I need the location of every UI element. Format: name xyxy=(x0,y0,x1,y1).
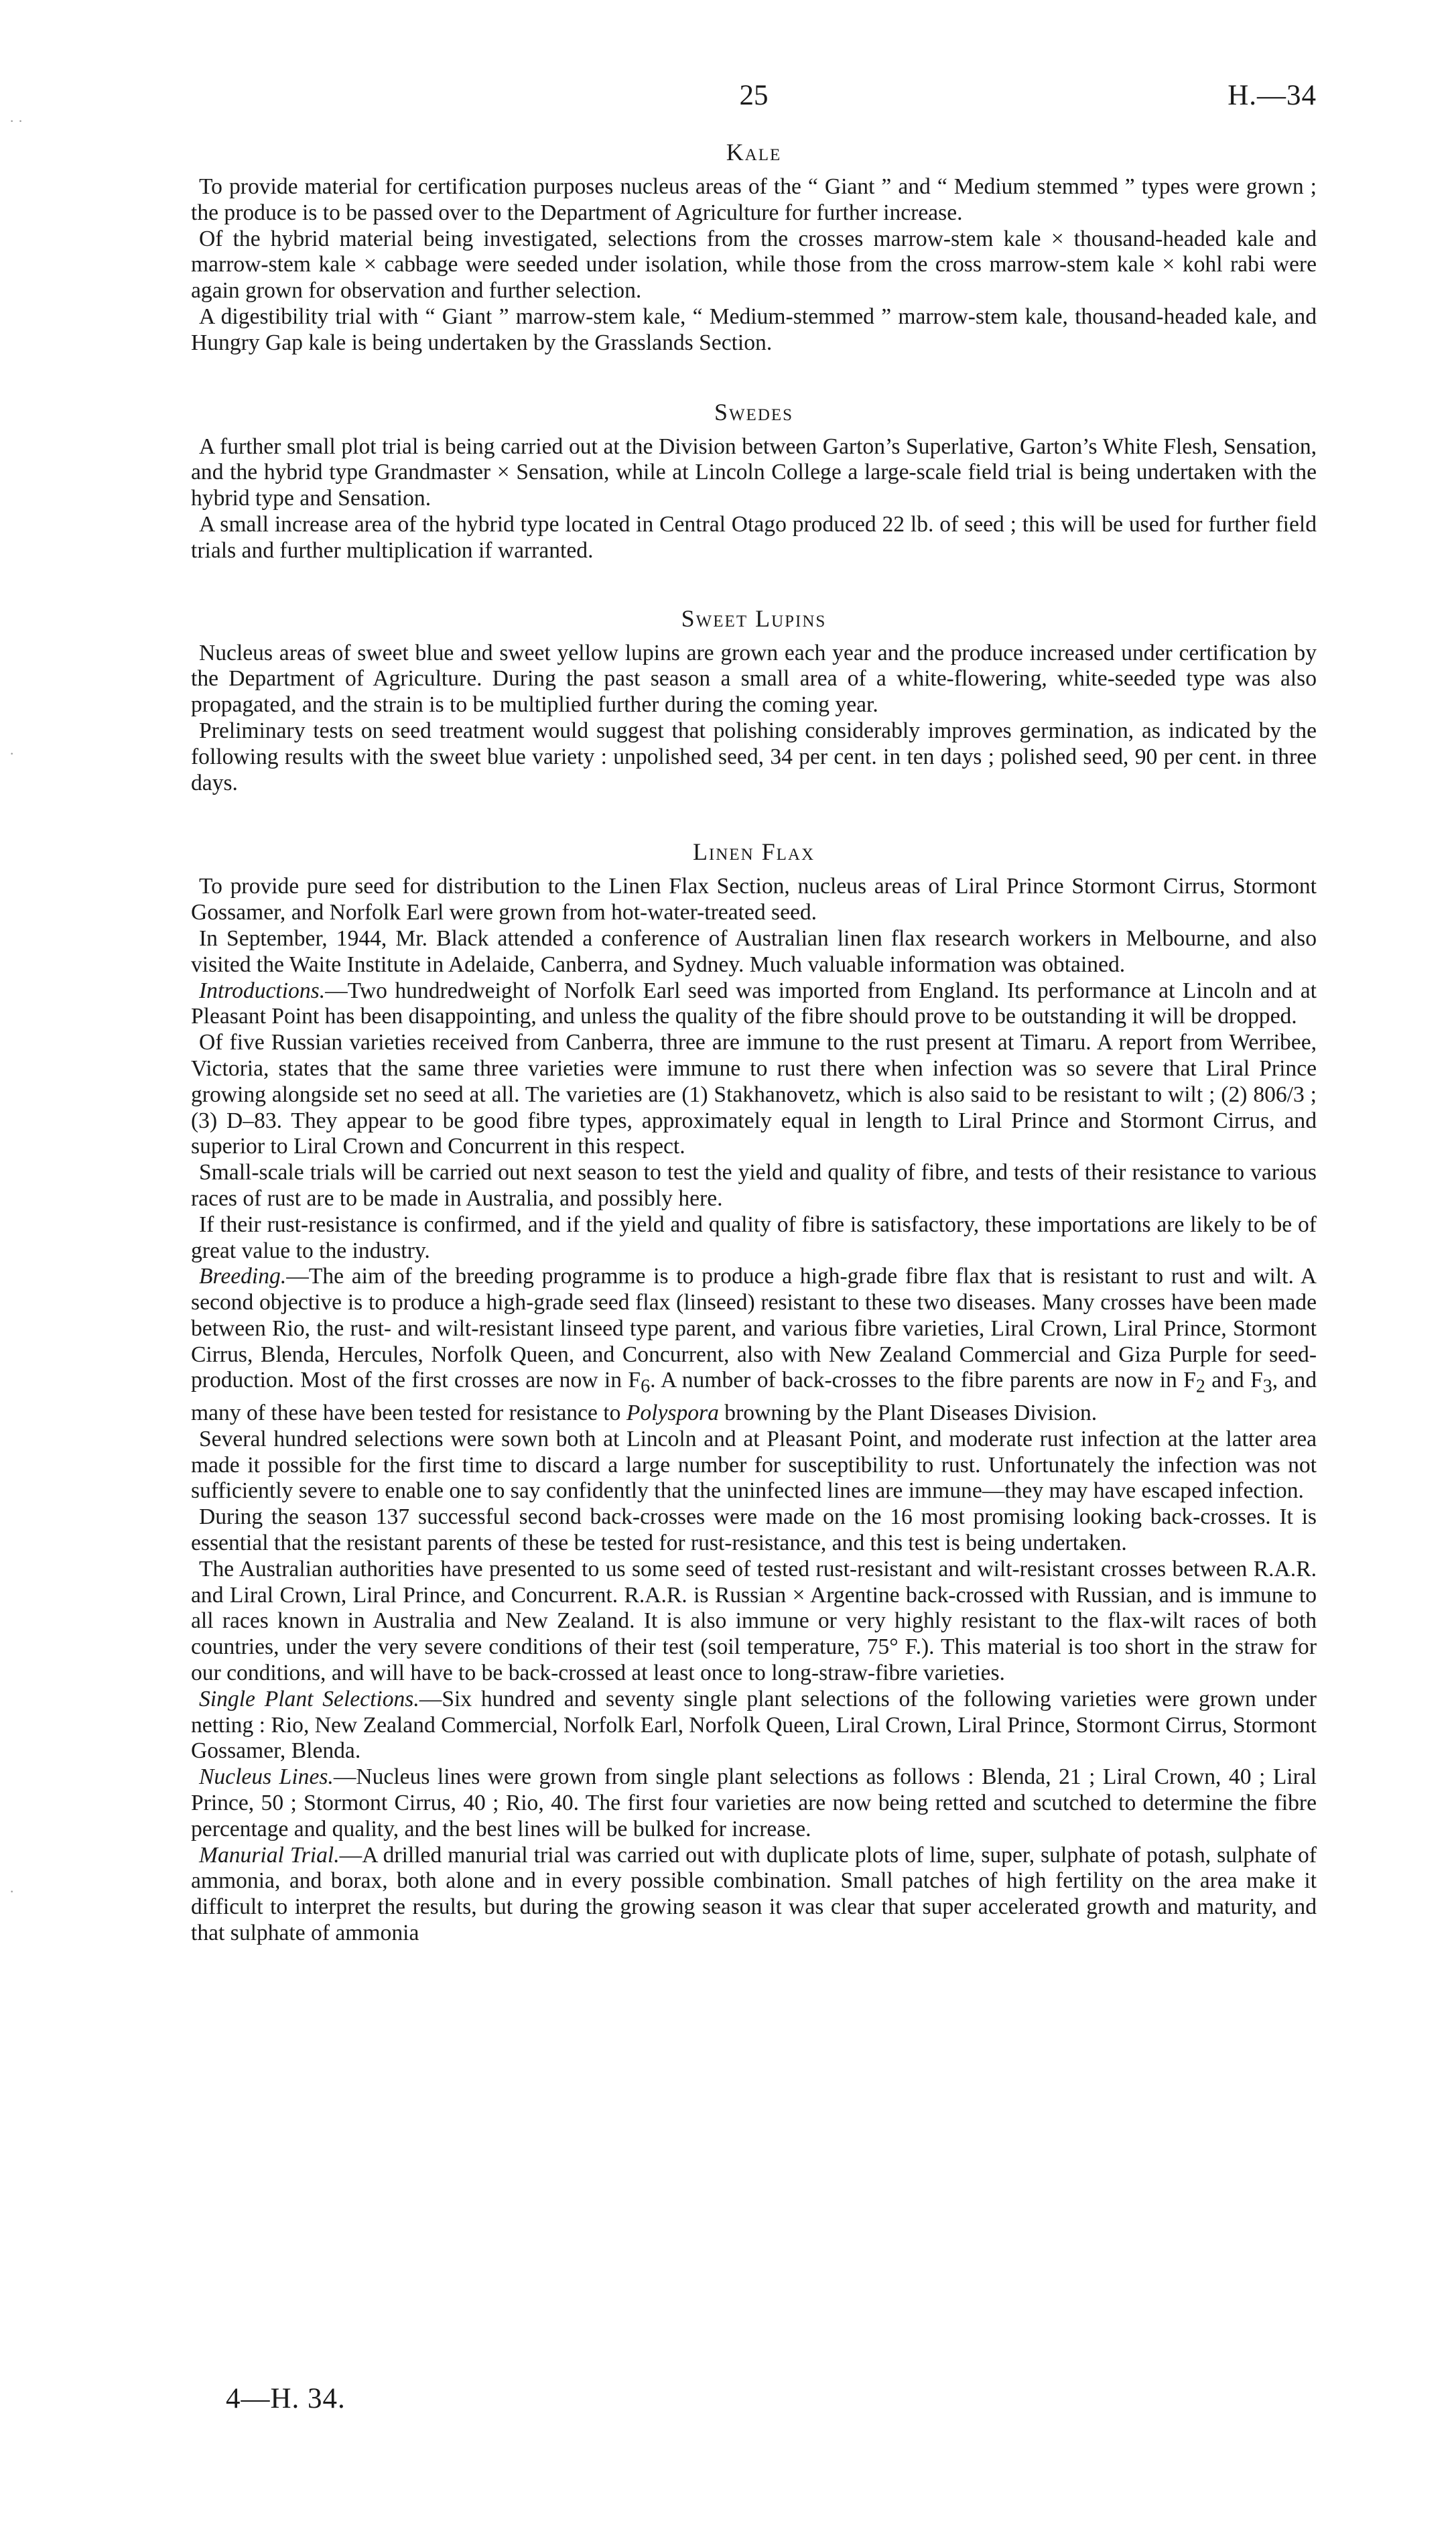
page-number: 25 xyxy=(739,80,769,111)
subscript: 6 xyxy=(641,1376,651,1398)
paragraph xyxy=(191,1843,1317,1947)
paragraph xyxy=(191,1764,1317,1842)
section-title: Linen Flax xyxy=(692,838,815,866)
footer-signature: 4—H. 34. xyxy=(226,2383,346,2414)
paragraph: Nucleus areas of sweet blue and sweet yellow lupins are grown each year and the produce increased under certification by the Department of Agriculture. During the past season a small area of a white-flowering, white-seeded type was also propagated, and the strain is to be multiplied further during the coming year. xyxy=(191,640,1317,718)
section-sweet-lupins xyxy=(191,604,1317,797)
paragraph-text: —Six hundred and seventy single plant selections of the following varieties were grown under netting : Rio, New Zealand Commercial, Norfolk Earl, Norfolk Queen, Liral Crown, Liral Prince, Stormont Cirrus, Stormont Gossamer, Blenda. xyxy=(191,1686,1317,1764)
paragraph: In September, 1944, Mr. Black attended a conference of Australian linen flax research workers in Melbourne, and also visited the Waite Institute in Adelaide, Canberra, and Sydney. Much valuable information was obtained. xyxy=(191,925,1317,977)
paragraph: Several hundred selections were sown both at Lincoln and at Pleasant Point, and moderate rust infection at the latter area made it possible for the first time to discard a large number for susceptibility to rust. Unfortunately the infection was not sufficiently severe to enable one to say confidently that the uninfected lines are immune—they may have escaped infection. xyxy=(191,1426,1317,1504)
page-content xyxy=(191,79,1317,1947)
paragraph-lead: Manurial Trial. xyxy=(199,1842,340,1868)
section-swedes xyxy=(191,398,1317,564)
paragraph: To provide material for certification purposes nucleus areas of the “ Giant ” and “ Medium stemmed ” types were grown ; the produce is to be passed over to the Department of Agriculture for further increase. xyxy=(191,174,1317,225)
section-title: Swedes xyxy=(714,398,794,426)
paragraph: Small-scale trials will be carried out next season to test the yield and quality of fibre, and tests of their resistance to various races of rust are to be made in Australia, and possibly here. xyxy=(191,1160,1317,1211)
margin-mark: · xyxy=(9,1883,15,1900)
paragraph-text: . A number of back-crosses to the fibre parents are now in F xyxy=(650,1368,1196,1393)
paragraph-text: , and many of these have been tested for resistance to xyxy=(191,1368,1317,1425)
section-title: Sweet Lupins xyxy=(681,604,827,632)
paragraph: The Australian authorities have presented to us some seed of tested rust-resistant and wilt-resistant crosses between R.A.R. and Liral Crown, Liral Prince, and Concurrent. R.A.R. is Russian × Argentine back-crossed with Russian, and is immune to all races known in Australia and New Zealand. It is also immune or very highly resistant to the flax-wilt races of both countries, under the very severe conditions of their test (soil temperature, 75° F.). This material is too short in the straw for our conditions, and will have to be back-crossed at least once to long-straw-fibre varieties. xyxy=(191,1556,1317,1685)
paragraph: A small increase area of the hybrid type located in Central Otago produced 22 lb. of seed ; this will be used for further field trials and further multiplication if warranted. xyxy=(191,511,1317,563)
paragraph: During the season 137 successful second back-crosses were made on the 16 most promising looking back-crosses. It is essential that the resistant parents of these be tested for rust-resistance, and this test is being undertaken. xyxy=(191,1504,1317,1555)
margin-mark: · xyxy=(9,745,15,762)
paragraph: If their rust-resistance is confirmed, and if the yield and quality of fibre is satisfactory, these importations are likely to be of great value to the industry. xyxy=(191,1212,1317,1263)
paragraph-text: —A drilled manurial trial was carried out with duplicate plots of lime, super, sulphate of potash, sulphate of ammonia, and borax, both alone and in every possible combination. Small patches of high fertility on the area make it difficult to interpret the results, but during the growing season it was clear that super accelerated growth and maturity, and that sulphate of ammonia xyxy=(191,1842,1317,1945)
paragraph: A digestibility trial with “ Giant ” marrow-stem kale, “ Medium-stemmed ” marrow-stem kale, thousand-headed kale, and Hungry Gap kale is being undertaken by the Grasslands Section. xyxy=(191,304,1317,355)
paragraph-text: browning by the Plant Diseases Division. xyxy=(718,1401,1098,1425)
margin-mark: · · xyxy=(9,113,23,129)
paragraph: A further small plot trial is being carried out at the Division between Garton’s Superlative, Garton’s White Flesh, Sensation, and the hybrid type Grandmaster × Sensation, while at Lincoln College a large-scale field trial is being undertaken with the hybrid type and Sensation. xyxy=(191,434,1317,511)
paragraph xyxy=(191,1687,1317,1764)
paragraph: To provide pure seed for distribution to the Linen Flax Section, nucleus areas of Liral Prince Stormont Cirrus, Stormont Gossamer, and Norfolk Earl were grown from hot-water-treated seed. xyxy=(191,874,1317,925)
section-kale xyxy=(191,138,1317,357)
paragraph: Preliminary tests on seed treatment would suggest that polishing considerably improves germination, as indicated by the following results with the sweet blue variety : unpolished seed, 34 per cent. in ten days ; polished seed, 90 per cent. in three days. xyxy=(191,718,1317,795)
paragraph-lead: Single Plant Selections. xyxy=(199,1686,419,1711)
document-reference: H.—34 xyxy=(1228,80,1317,111)
paragraph-lead: Nucleus Lines. xyxy=(199,1764,334,1790)
section-linen-flax xyxy=(191,838,1317,1946)
subscript: 2 xyxy=(1195,1376,1205,1398)
paragraph-lead: Breeding. xyxy=(199,1264,287,1289)
subscript: 3 xyxy=(1262,1376,1272,1398)
paragraph xyxy=(191,978,1317,1031)
italic-term: Polyspora xyxy=(626,1401,719,1425)
section-title: Kale xyxy=(726,139,782,166)
paragraph-text: —The aim of the breeding programme is to produce a high-grade fibre flax that is resistant to rust and wilt. A second objective is to produce a high-grade seed flax (linseed) resistant to these two diseases. Many crosses have been made between Rio, the rust- and wilt-resistant linseed type parent, and various fibre varieties, Liral Crown, Liral Prince, Stormont Cirrus, Blenda, Hercules, Norfolk Queen, and Concurrent, also with New Zealand Commercial and Giza Purple for seed-production. Most of the first crosses are now in F xyxy=(191,1264,1317,1393)
paragraph: Of five Russian varieties received from Canberra, three are immune to the rust present at Timaru. A report from Werribee, Victoria, states that the same three varieties were immune to rust there when infection was so severe that Liral Prince growing alongside set no seed at all. The varieties are (1) Stakhanovetz, which is also said to be resistant to wilt ; (2) 806/3 ; (3) D–83. They appear to be good fibre types, approximately equal in length to Liral Prince and Stormont Cirrus, and superior to Liral Crown and Concurrent in this respect. xyxy=(191,1030,1317,1159)
paragraph: Of the hybrid material being investigated, selections from the crosses marrow-stem kale × thousand-headed kale and marrow-stem kale × cabbage were seeded under isolation, while those from the cross marrow-stem kale × kohl rabi were again grown for observation and further selection. xyxy=(191,226,1317,304)
page-header xyxy=(191,79,1317,126)
paragraph-text: and F xyxy=(1205,1368,1263,1393)
paragraph-lead: Introductions. xyxy=(199,978,326,1003)
paragraph-text: —Two hundredweight of Norfolk Earl seed was imported from England. Its performance at Lincoln and at Pleasant Point has been disappointing, and unless the quality of the fibre should prove to be outstanding it will be dropped. xyxy=(191,978,1317,1029)
paragraph xyxy=(191,1264,1317,1427)
paragraph-text: —Nucleus lines were grown from single plant selections as follows : Blenda, 21 ; Liral Crown, 40 ; Liral Prince, 50 ; Stormont Cirrus, 40 ; Rio, 40. The first four varieties are now being retted and scutched to determine the fibre percentage and quality, and the best lines will be bulked for increase. xyxy=(191,1764,1317,1841)
